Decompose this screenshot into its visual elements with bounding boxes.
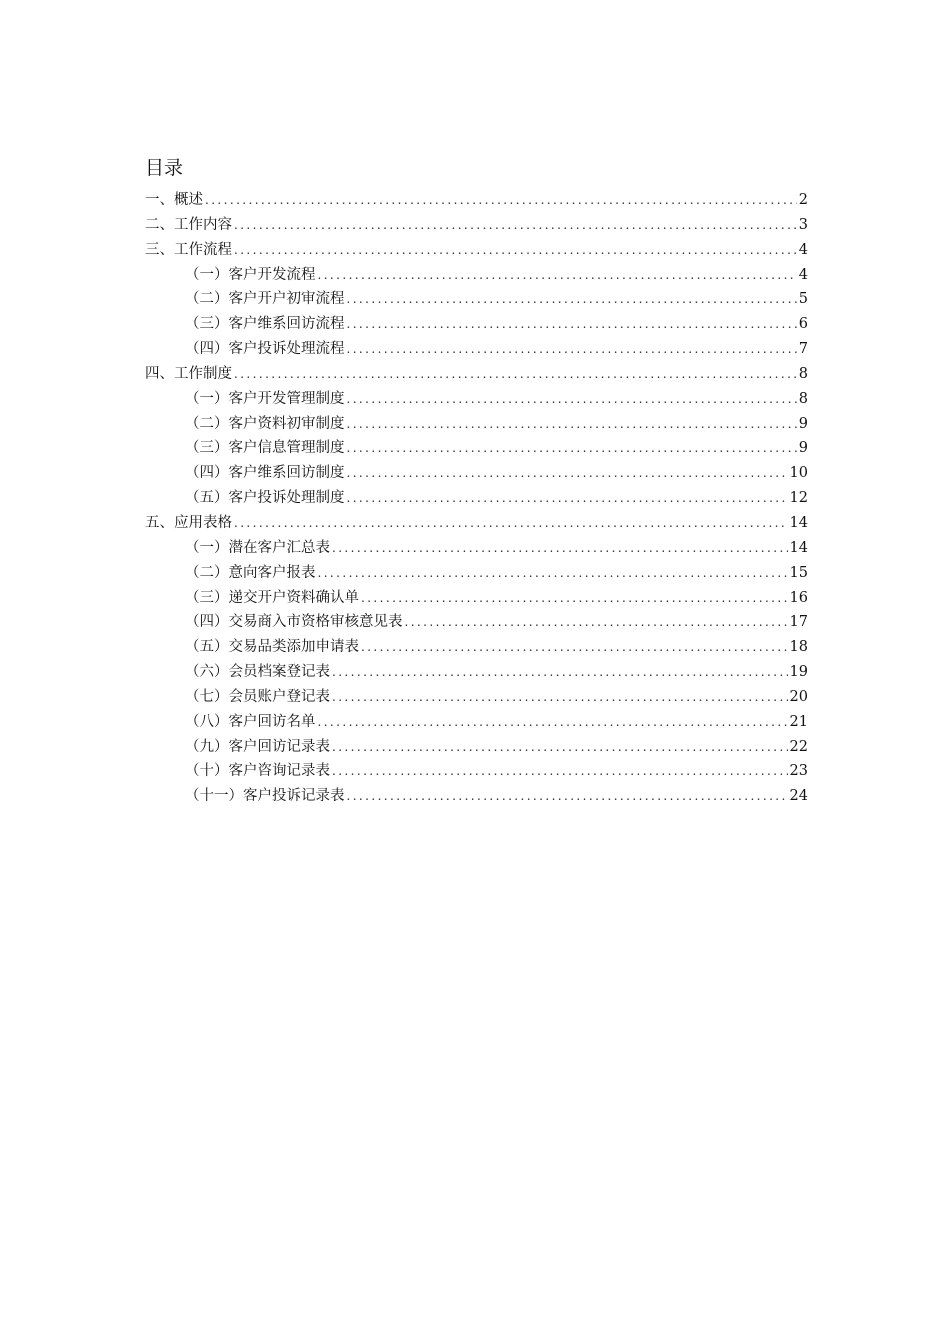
toc-entry-page-number: 21 bbox=[789, 713, 808, 730]
toc-entry-label: （一）客户开发流程 bbox=[185, 266, 316, 283]
toc-entry[interactable] bbox=[145, 312, 808, 337]
toc-entry-page-number: 8 bbox=[798, 390, 808, 407]
toc-entry-page-number: 23 bbox=[789, 763, 808, 780]
toc-entry[interactable] bbox=[145, 461, 808, 486]
dot-leader bbox=[318, 561, 788, 586]
toc-entry-label: 五、应用表格 bbox=[145, 514, 232, 531]
toc-entry-label: （三）递交开户资料确认单 bbox=[185, 589, 359, 606]
dot-leader bbox=[332, 536, 788, 561]
dot-leader bbox=[332, 759, 788, 784]
toc-entry-label: （二）意向客户报表 bbox=[185, 564, 316, 581]
dot-leader bbox=[205, 188, 797, 213]
dot-leader bbox=[405, 610, 788, 635]
toc-entry-page-number: 17 bbox=[789, 614, 808, 631]
toc-entry[interactable] bbox=[145, 387, 808, 412]
toc-entry-label: （四）交易商入市资格审核意见表 bbox=[185, 614, 403, 631]
toc-entry-label: 四、工作制度 bbox=[145, 365, 232, 382]
toc-entry-page-number: 20 bbox=[789, 688, 808, 705]
toc-entry[interactable] bbox=[145, 238, 808, 263]
toc-entry-page-number: 8 bbox=[798, 365, 808, 382]
toc-entry-page-number: 12 bbox=[789, 490, 808, 507]
toc-entry-page-number: 6 bbox=[798, 316, 808, 333]
toc-entry-page-number: 5 bbox=[798, 291, 808, 308]
dot-leader bbox=[347, 387, 797, 412]
toc-entry[interactable] bbox=[145, 486, 808, 511]
toc-title: 目录 bbox=[145, 157, 184, 179]
toc-entry[interactable] bbox=[145, 685, 808, 710]
dot-leader bbox=[332, 735, 788, 760]
toc-entry-page-number: 18 bbox=[789, 639, 808, 656]
toc-entry-label: 三、工作流程 bbox=[145, 241, 232, 258]
toc-entry[interactable] bbox=[145, 536, 808, 561]
toc-entry-page-number: 10 bbox=[789, 465, 808, 482]
toc-entry-label: （十一）客户投诉记录表 bbox=[185, 788, 345, 805]
toc-entry[interactable] bbox=[145, 263, 808, 288]
toc-entry-label: （二）客户开户初审流程 bbox=[185, 291, 345, 308]
toc-entry-page-number: 16 bbox=[789, 589, 808, 606]
dot-leader bbox=[347, 287, 797, 312]
toc-entry-label: （七）会员账户登记表 bbox=[185, 688, 330, 705]
toc-entry-page-number: 2 bbox=[798, 192, 808, 208]
dot-leader bbox=[332, 685, 788, 710]
toc-entry-label: （六）会员档案登记表 bbox=[185, 664, 330, 681]
toc-entry-page-number: 24 bbox=[789, 788, 808, 805]
toc-entry[interactable] bbox=[145, 287, 808, 312]
dot-leader bbox=[361, 635, 788, 660]
toc-entry-label: （三）客户维系回访流程 bbox=[185, 316, 345, 333]
toc-entry[interactable] bbox=[145, 784, 808, 809]
dot-leader bbox=[234, 511, 788, 536]
toc-entry-label: （三）客户信息管理制度 bbox=[185, 440, 345, 457]
toc-entry-label: （五）客户投诉处理制度 bbox=[185, 490, 345, 507]
toc-entry-page-number: 14 bbox=[789, 539, 808, 556]
toc-entry[interactable] bbox=[145, 188, 808, 213]
toc-entry[interactable] bbox=[145, 635, 808, 660]
toc-entry-page-number: 15 bbox=[789, 564, 808, 581]
dot-leader bbox=[234, 362, 797, 387]
toc-entry[interactable] bbox=[145, 586, 808, 611]
dot-leader bbox=[347, 784, 788, 809]
toc-entry-page-number: 3 bbox=[798, 216, 808, 233]
toc-entry[interactable] bbox=[145, 710, 808, 735]
toc-entry[interactable] bbox=[145, 759, 808, 784]
toc-entry-label: （十）客户咨询记录表 bbox=[185, 763, 330, 780]
toc-entry[interactable] bbox=[145, 337, 808, 362]
toc-entry-page-number: 9 bbox=[798, 415, 808, 432]
toc-entry[interactable] bbox=[145, 213, 808, 238]
toc-entry-label: （一）潜在客户汇总表 bbox=[185, 539, 330, 556]
toc-entry-page-number: 22 bbox=[789, 738, 808, 755]
toc-entry[interactable] bbox=[145, 735, 808, 760]
toc-entry[interactable] bbox=[145, 561, 808, 586]
toc-entry-page-number: 7 bbox=[798, 341, 808, 358]
toc-entry-page-number: 9 bbox=[798, 440, 808, 457]
toc-entry-label: （二）客户资料初审制度 bbox=[185, 415, 345, 432]
dot-leader bbox=[318, 710, 788, 735]
toc-entry-label: （五）交易品类添加申请表 bbox=[185, 639, 359, 656]
dot-leader bbox=[347, 412, 797, 437]
dot-leader bbox=[332, 660, 788, 685]
toc-entry[interactable] bbox=[145, 511, 808, 536]
toc-entry[interactable] bbox=[145, 660, 808, 685]
toc-entry-page-number: 19 bbox=[789, 664, 808, 681]
toc-entry[interactable] bbox=[145, 436, 808, 461]
toc-entry-label: 二、工作内容 bbox=[145, 216, 232, 233]
dot-leader bbox=[347, 312, 797, 337]
dot-leader bbox=[318, 263, 797, 288]
toc-entry-label: （九）客户回访记录表 bbox=[185, 738, 330, 755]
dot-leader bbox=[234, 213, 797, 238]
dot-leader bbox=[347, 337, 797, 362]
toc-entry[interactable] bbox=[145, 362, 808, 387]
toc-entry-page-number: 4 bbox=[798, 241, 808, 258]
table-of-contents bbox=[145, 188, 808, 809]
dot-leader bbox=[347, 436, 797, 461]
toc-entry-page-number: 4 bbox=[798, 266, 808, 283]
toc-entry[interactable] bbox=[145, 610, 808, 635]
dot-leader bbox=[361, 586, 788, 611]
dot-leader bbox=[234, 238, 797, 263]
toc-entry-label: 一、概述 bbox=[145, 192, 203, 208]
toc-entry-label: （八）客户回访名单 bbox=[185, 713, 316, 730]
toc-entry-label: （一）客户开发管理制度 bbox=[185, 390, 345, 407]
toc-entry[interactable] bbox=[145, 412, 808, 437]
toc-entry-page-number: 14 bbox=[789, 514, 808, 531]
toc-entry-label: （四）客户维系回访制度 bbox=[185, 465, 345, 482]
toc-entry-label: （四）客户投诉处理流程 bbox=[185, 341, 345, 358]
dot-leader bbox=[347, 486, 788, 511]
dot-leader bbox=[347, 461, 788, 486]
